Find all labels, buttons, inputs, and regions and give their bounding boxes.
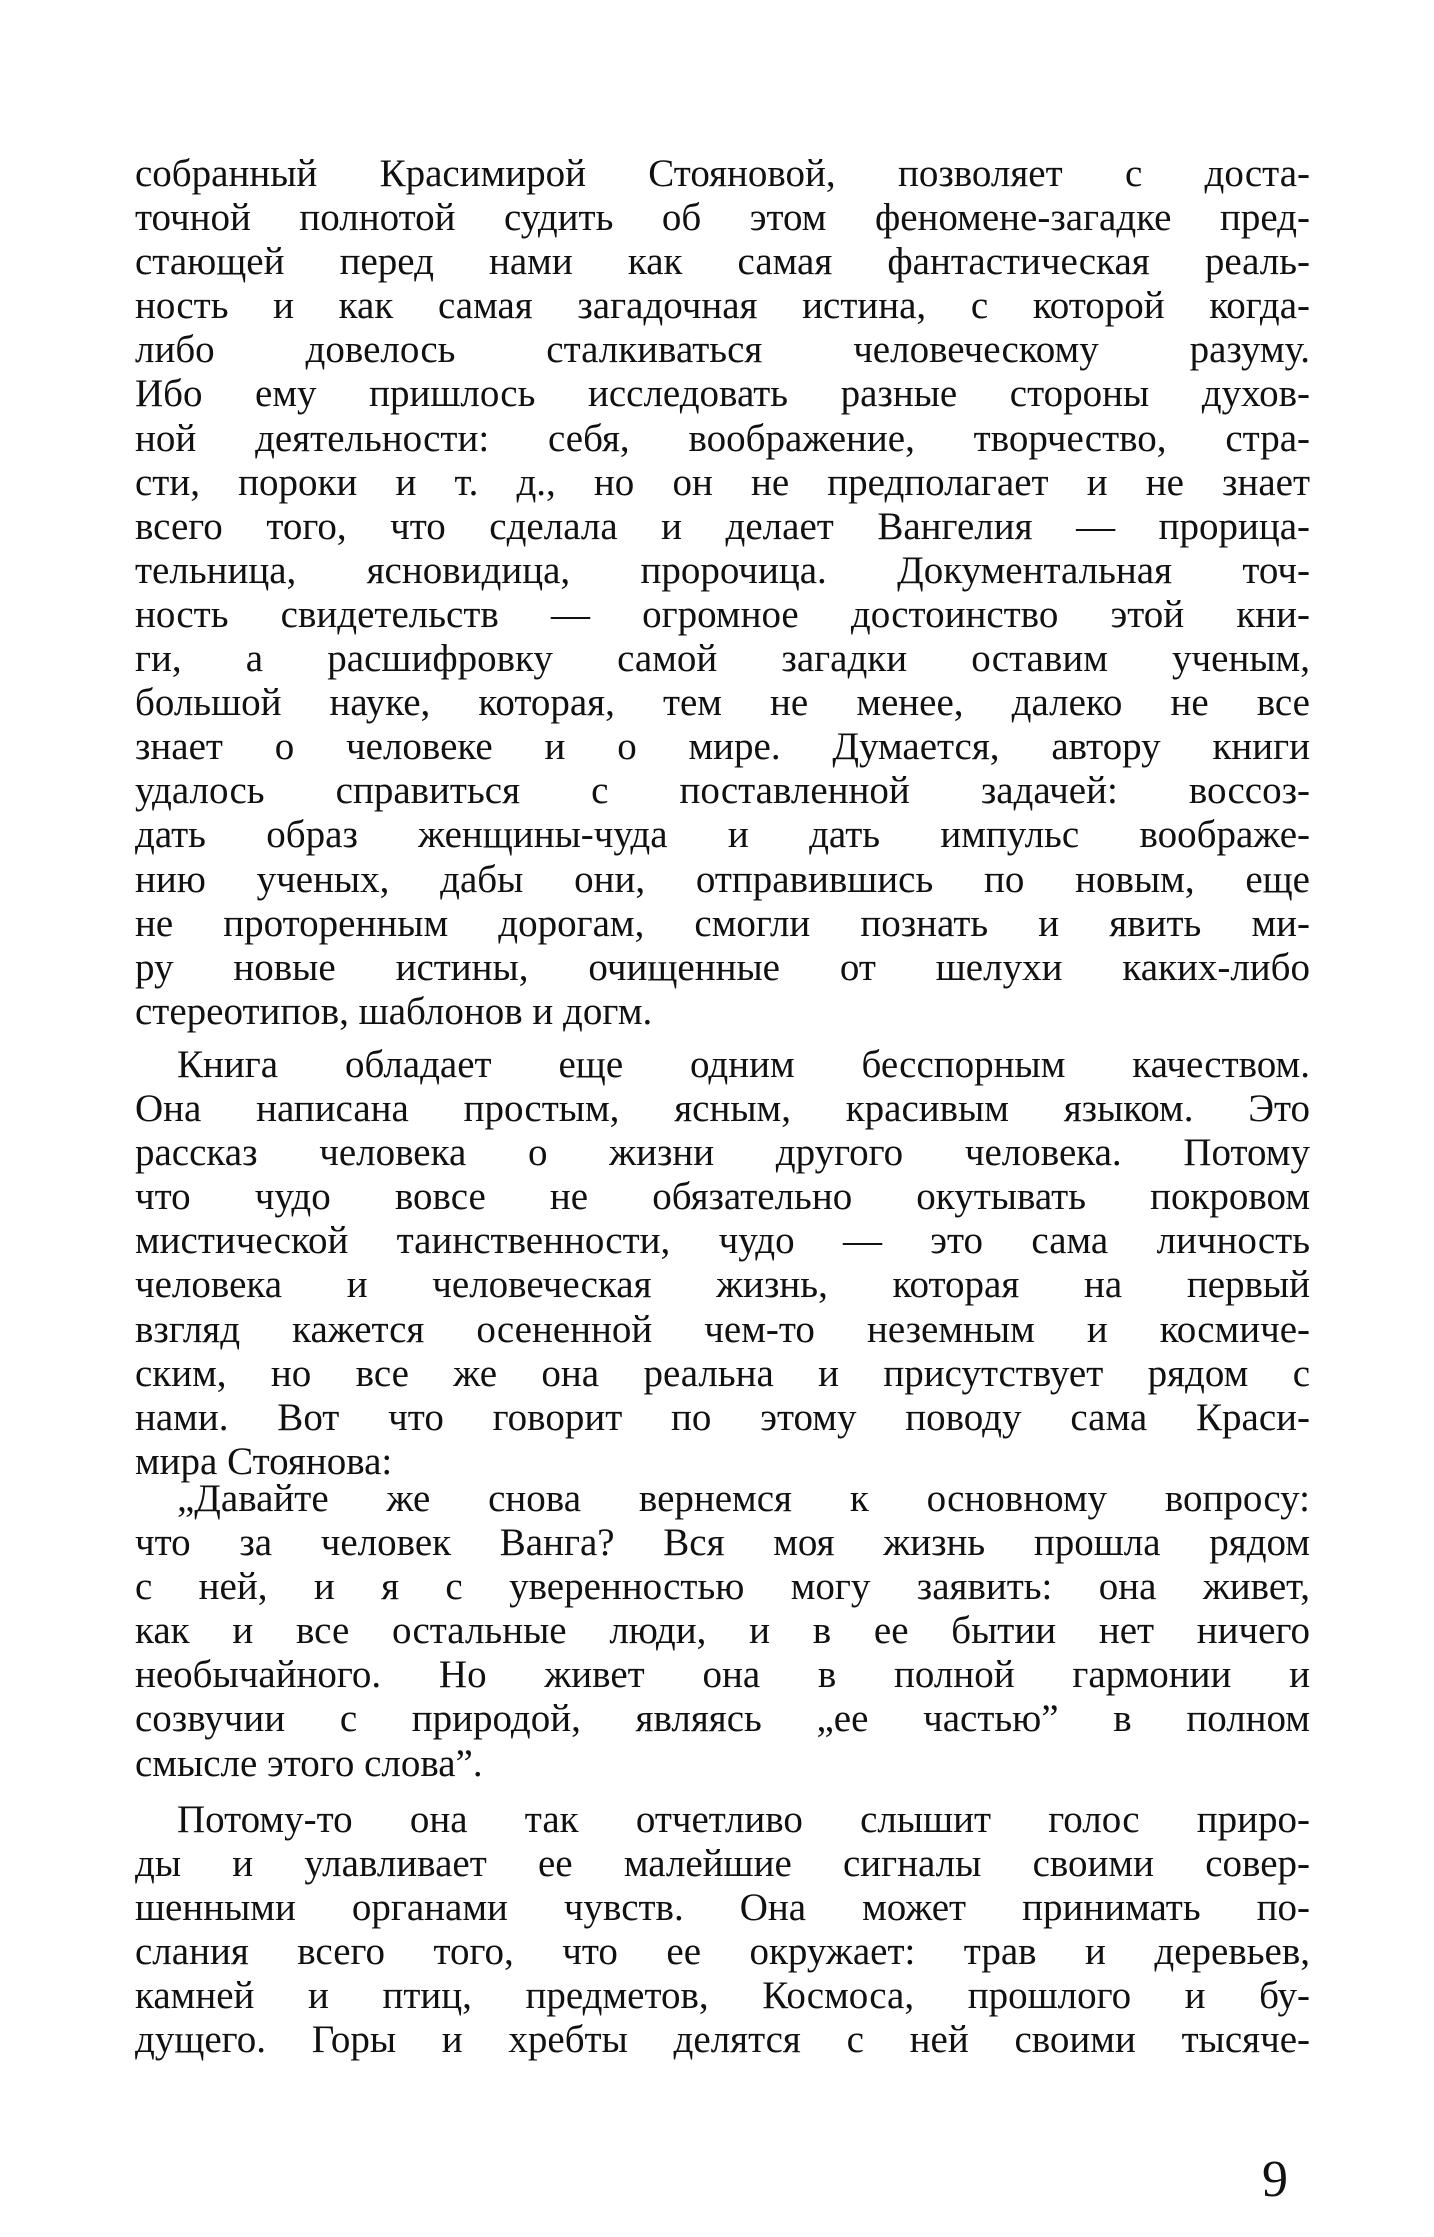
text-line: с ней, и я с уверенностью могу заявить: она живет, (135, 1565, 1310, 1609)
text-line: Потому-то она так отчетливо слышит голос приро- (177, 1798, 1310, 1841)
text-line: точной полнотой судить об этом феномене-загадке пред- (135, 196, 1310, 240)
text-line: стереотипов, шаблонов и догм. (135, 989, 653, 1033)
text-line: нами. Вот что говорит по этому поводу сама Краси- (135, 1395, 1310, 1439)
text-line: шенными органами чувств. Она может принимать по- (135, 1886, 1310, 1930)
text-line: ды и улавливает ее малейшие сигналы своими совер- (135, 1842, 1310, 1886)
text-line: стающей перед нами как самая фантастическая реаль- (135, 240, 1310, 284)
paragraph-2 (135, 1043, 1310, 1484)
text-line: смысле этого слова”. (135, 1741, 483, 1785)
text-line: слания всего того, что ее окружает: трав и деревьев, (135, 1930, 1310, 1974)
text-line: рассказ человека о жизни другого человека. Потому (135, 1131, 1310, 1175)
paragraph-1 (135, 152, 1310, 1034)
text-line: что чудо вовсе не обязательно окутывать покровом (135, 1175, 1310, 1219)
text-line: удалось справиться с поставленной задачей: воссоз- (135, 769, 1310, 813)
text-line: мира Стоянова: (135, 1439, 393, 1483)
text-line: ру новые истины, очищенные от шелухи каких-либо (135, 945, 1310, 989)
text-line: ной деятельности: себя, воображение, творчество, стра- (135, 416, 1310, 460)
text-line: камней и птиц, предметов, Космоса, прошлого и бу- (135, 1974, 1310, 2018)
text-line: ги, а расшифровку самой загадки оставим ученым, (135, 637, 1310, 681)
text-line: как и все остальные люди, и в ее бытии нет ничего (135, 1609, 1310, 1653)
text-line: Она написана простым, ясным, красивым языком. Это (135, 1087, 1310, 1131)
text-line: ским, но все же она реальна и присутствует рядом с (135, 1351, 1310, 1395)
text-line: не проторенным дорогам, смогли познать и явить ми- (135, 901, 1310, 945)
text-line: дущего. Горы и хребты делятся с ней своими тысяче- (135, 2018, 1310, 2062)
text-line: „Давайте же снова вернемся к основному вопросу: (177, 1477, 1310, 1520)
text-line: сти, пороки и т. д., но он не предполагает и не знает (135, 460, 1310, 504)
text-line: либо довелось сталкиваться человеческому разуму. (135, 328, 1310, 372)
text-line: нию ученых, дабы они, отправившись по новым, еще (135, 857, 1310, 901)
text-line: человека и человеческая жизнь, которая на первый (135, 1263, 1310, 1307)
text-line: взгляд кажется осененной чем-то неземным и космиче- (135, 1307, 1310, 1351)
text-line: тельница, ясновидица, пророчица. Документальная точ- (135, 548, 1310, 592)
text-line: ность и как самая загадочная истина, с которой когда- (135, 284, 1310, 328)
text-line: всего того, что сделала и делает Вангелия — прорица- (135, 504, 1310, 548)
text-line: необычайного. Но живет она в полной гармонии и (135, 1653, 1310, 1697)
text-line: собранный Красимирой Стояновой, позволяет с доста- (135, 152, 1310, 195)
paragraph-4 (135, 1798, 1310, 2063)
text-line: ность свидетельств — огромное достоинство этой кни- (135, 592, 1310, 636)
text-line: большой науке, которая, тем не менее, далеко не все (135, 681, 1310, 725)
text-line: что за человек Ванга? Вся моя жизнь прошла рядом (135, 1521, 1310, 1565)
text-line: дать образ женщины-чуда и дать импульс воображе- (135, 813, 1310, 857)
text-line: Книга обладает еще одним бесспорным качеством. (177, 1043, 1310, 1086)
text-line: Ибо ему пришлось исследовать разные стороны духов- (135, 372, 1310, 416)
page-number: 9 (1262, 2151, 1288, 2208)
text-line: созвучии с природой, являясь „ее частью” в полном (135, 1697, 1310, 1741)
text-line: мистической таинственности, чудо — это сама личность (135, 1219, 1310, 1263)
quote-paragraph (135, 1477, 1310, 1786)
text-line: знает о человеке и о мире. Думается, автору книги (135, 725, 1310, 769)
